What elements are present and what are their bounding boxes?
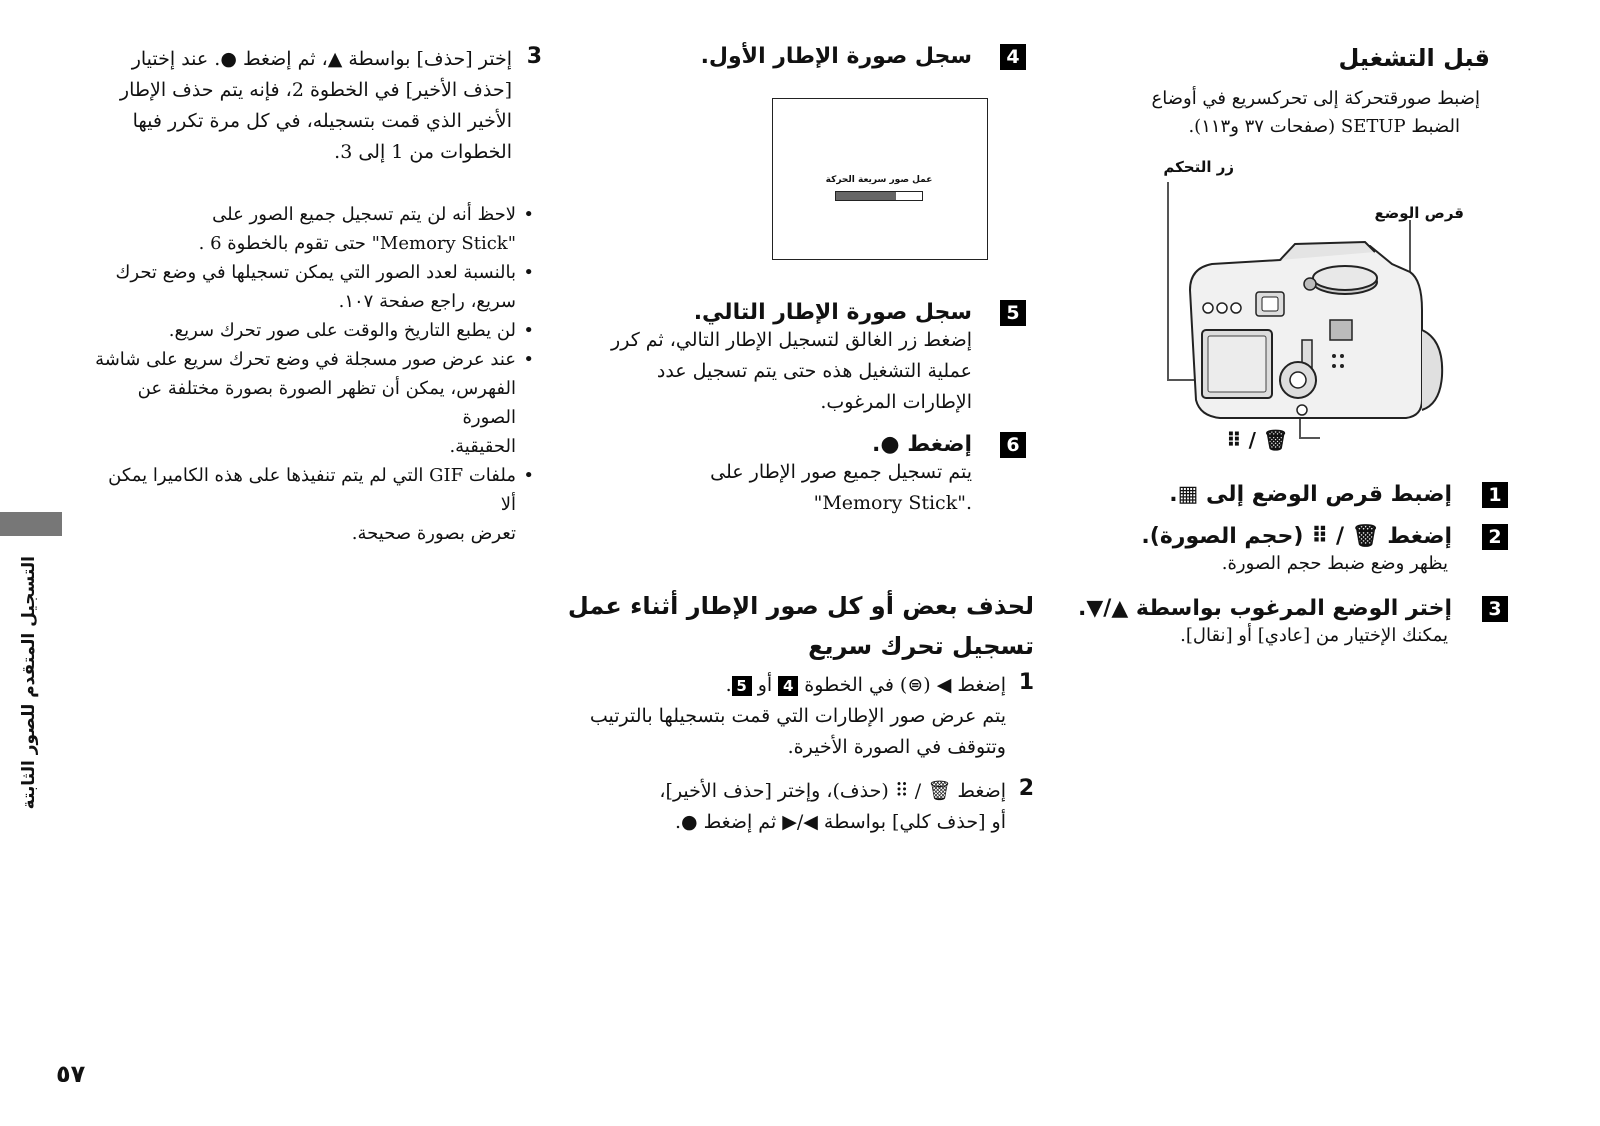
- page-title: قبل التشغيل: [1338, 44, 1490, 72]
- right-step-2: 2 إضغط 🗑 / ⠿ (حجم الصورة). يظهر وضع ضبط حجم الصورة.: [988, 524, 1508, 578]
- intro-line-2: الضبط SETUP (صفحات ٣٧ و١١٣).: [1188, 116, 1460, 137]
- right-step-1: 1 إضبط قرص الوضع إلى ▦.: [988, 482, 1508, 507]
- middle-sub-2: 2 إضغط 🗑 / ⠿ (حذف)، وإختر [حذف الأخير]، أو [حذف كلي] بواسطة ◀/▶ ثم إضغط ●.: [659, 776, 1034, 833]
- side-tab-label: التسجيل المتقدم للصور الثابتة: [19, 556, 39, 810]
- middle-sub-1: 1 إضغط ◀ (⊜) في الخطوة 4 أو 5. يتم عرض صور الإطارات التي قمت بتسجيلها بالترتيب وتتوقف في الصورة الأخيرة.: [589, 670, 1034, 758]
- step6-line: ."Memory Stick": [813, 492, 972, 514]
- lcd-screen-text: عمل صور سريعة الحركة: [825, 175, 933, 185]
- note-item: • لاحظ أنه لن يتم تسجيل جميع الصور على "Memory Stick" حتى تقوم بالخطوة 6 .: [94, 200, 516, 258]
- step5-line: الإطارات المرغوب.: [820, 391, 972, 413]
- lcd-progress-track: [835, 191, 923, 201]
- intro-line-1: إضبط صورقتحركة إلى تحركسريع في أوضاع: [1151, 88, 1480, 109]
- note-item: • عند عرض صور مسجلة في وضع تحرك سريع على شاشة الفهرس، يمكن أن تظهر الصورة بصورة مختلفة عن الصورة الحقيقية.: [94, 345, 516, 461]
- section-title: لحذف بعض أو كل صور الإطار أثناء عمل تسجيل تحرك سريع: [567, 592, 1034, 660]
- delete-size-label: ⠿ / 🗑: [1226, 428, 1289, 452]
- middle-step-4: 4 سجل صورة الإطار الأول.: [626, 44, 1026, 69]
- page-number: ٥٧: [56, 1060, 86, 1088]
- camera-diagram: [1160, 180, 1460, 460]
- left-sub-3: 3 إختر [حذف] بواسطة ▲، ثم إضغط ●. عند إختيار [حذف الأخير] في الخطوة 2، فإنه يتم حذف الإطار الأخير الذي قمت بتسجيله، في كل مرة تكرر فيها الخطوات من 1 إلى 3.: [119, 44, 542, 163]
- step6-line: يتم تسجيل جميع صور الإطار على: [710, 461, 972, 483]
- side-tab-marker: [0, 512, 62, 536]
- note-item: • ملفات GIF التي لم يتم تنفيذها على هذه الكاميرا يمكن ألا تعرض بصورة صحيحة.: [94, 461, 516, 548]
- right-step-3: 3 إختر الوضع المرغوب بواسطة ▲/▼. يمكنك الإختيار من [عادي] أو [نقال].: [988, 596, 1508, 650]
- lcd-progress-fill: [836, 192, 896, 200]
- control-button-label: زر التحكم: [1163, 158, 1234, 176]
- note-item: • بالنسبة لعدد الصور التي يمكن تسجيلها في وضع تحرك سريع، راجع صفحة ١٠٧.: [94, 258, 516, 316]
- middle-step-6: 6 إضغط ●. يتم تسجيل جميع صور الإطار على ."Memory Stick": [606, 432, 1026, 519]
- lcd-screen-illustration: [772, 98, 988, 260]
- mode-dial-label: قرص الوضع: [1374, 204, 1464, 222]
- middle-step-5: 5 سجل صورة الإطار التالي. إضغط زر الغالق لتسجيل الإطار التالي، ثم كرر عملية التشغيل هذه حتى يتم تسجيل عدد الإطارات المرغوب.: [606, 300, 1026, 418]
- step5-line: عملية التشغيل هذه حتى يتم تسجيل عدد: [656, 360, 972, 382]
- notes-list: [94, 200, 534, 548]
- step5-line: إضغط زر الغالق لتسجيل الإطار التالي، ثم كرر: [611, 329, 972, 351]
- note-item: • لن يطبع التاريخ والوقت على صور تحرك سريع.: [94, 316, 516, 345]
